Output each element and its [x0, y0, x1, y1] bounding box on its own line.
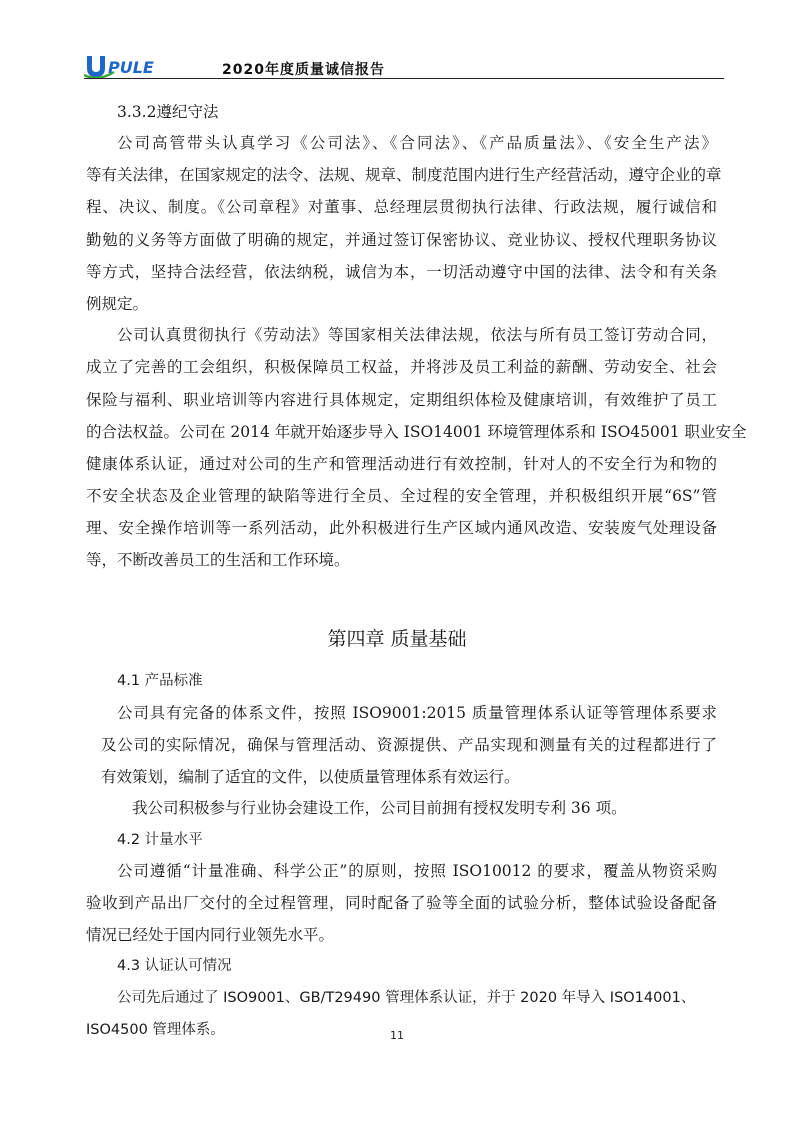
- text-line: 保险与福利、职业培训等内容进行具体规定，定期组织体检及健康培训，有效维护了员工: [86, 391, 717, 409]
- text-line: 验收到产品出厂交付的全过程管理，同时配备了验等全面的试验分析，整体试验设备配备: [86, 894, 717, 912]
- text-line: 程、决议、制度。《公司章程》对董事、总经理层贯彻执行法律、行政法规，履行诚信和: [86, 198, 717, 216]
- text-line: 情况已经处于国内同行业领先水平。: [86, 926, 335, 944]
- company-logo: [84, 52, 184, 80]
- text-line: 有效策划，编制了适宜的文件，以使质量管理体系有效运行。: [101, 768, 520, 786]
- text-line: 例规定。: [86, 295, 149, 313]
- text-line: 等方式，坚持合法经营，依法纳税，诚信为本，一切活动遵守中国的法律、法令和有关条: [86, 263, 717, 281]
- text-line: 的合法权益。公司在 2014 年就开始逐步导入 ISO14001 环境管理体系和 ISO45001 职业安全: [86, 423, 747, 441]
- document-title: 2020年度质量诚信报告: [222, 62, 385, 78]
- section-heading-4-2: 4.2 计量水平: [117, 832, 203, 848]
- text-line: ISO4500 管理体系。: [86, 1022, 225, 1038]
- text-line: 不安全状态及企业管理的缺陷等进行全员、全过程的安全管理，并积极组织开展“6S”管: [86, 487, 717, 505]
- text-line: 公司先后通过了 ISO9001、GB/T29490 管理体系认证，并于 2020 年导入 ISO14001、: [117, 990, 696, 1006]
- text-line: 等有关法律，在国家规定的法令、法规、规章、制度范围内进行生产经营活动，遵守企业的章: [86, 166, 722, 184]
- section-heading-3-3-2: 3.3.2遵纪守法: [117, 103, 219, 121]
- text-line: 理、安全操作培训等一系列活动，此外积极进行生产区域内通风改造、安装废气处理设备: [86, 519, 717, 537]
- logo-wordmark: PULE: [108, 58, 154, 77]
- text-line: 公司高管带头认真学习《公司法》、《合同法》、《产品质量法》、《安全生产法》: [117, 134, 717, 152]
- text-line: 健康体系认证，通过对公司的生产和管理活动进行有效控制，针对人的不安全行为和物的: [86, 455, 717, 473]
- text-line: 及公司的实际情况，确保与管理活动、资源提供、产品实现和测量有关的过程都进行了: [101, 736, 717, 754]
- header-rule: [84, 78, 724, 79]
- page-header: [84, 50, 724, 80]
- text-line: 我公司积极参与行业协会建设工作，公司目前拥有授权发明专利 36 项。: [132, 799, 627, 817]
- text-line: 勤勉的义务等方面做了明确的规定，并通过签订保密协议、竞业协议、授权代理职务协议: [86, 231, 717, 249]
- text-line: 公司认真贯彻执行《劳动法》等国家相关法律法规，依法与所有员工签订劳动合同，: [117, 326, 717, 344]
- section-heading-4-3: 4.3 认证认可情况: [117, 958, 232, 974]
- text-line: 公司遵循“计量准确、科学公正”的原则，按照 ISO10012 的要求，覆盖从物资采购: [117, 862, 717, 880]
- page-number: 11: [390, 1029, 404, 1042]
- text-line: 成立了完善的工会组织，积极保障员工权益，并将涉及员工利益的薪酬、劳动安全、社会: [86, 358, 717, 376]
- section-heading-4-1: 4.1 产品标准: [117, 673, 203, 689]
- text-line: 等，不断改善员工的生活和工作环境。: [86, 551, 350, 569]
- text-line: 公司具有完备的体系文件，按照 ISO9001:2015 质量管理体系认证等管理体系要求: [117, 704, 717, 722]
- chapter-title: 第四章 质量基础: [327, 628, 467, 650]
